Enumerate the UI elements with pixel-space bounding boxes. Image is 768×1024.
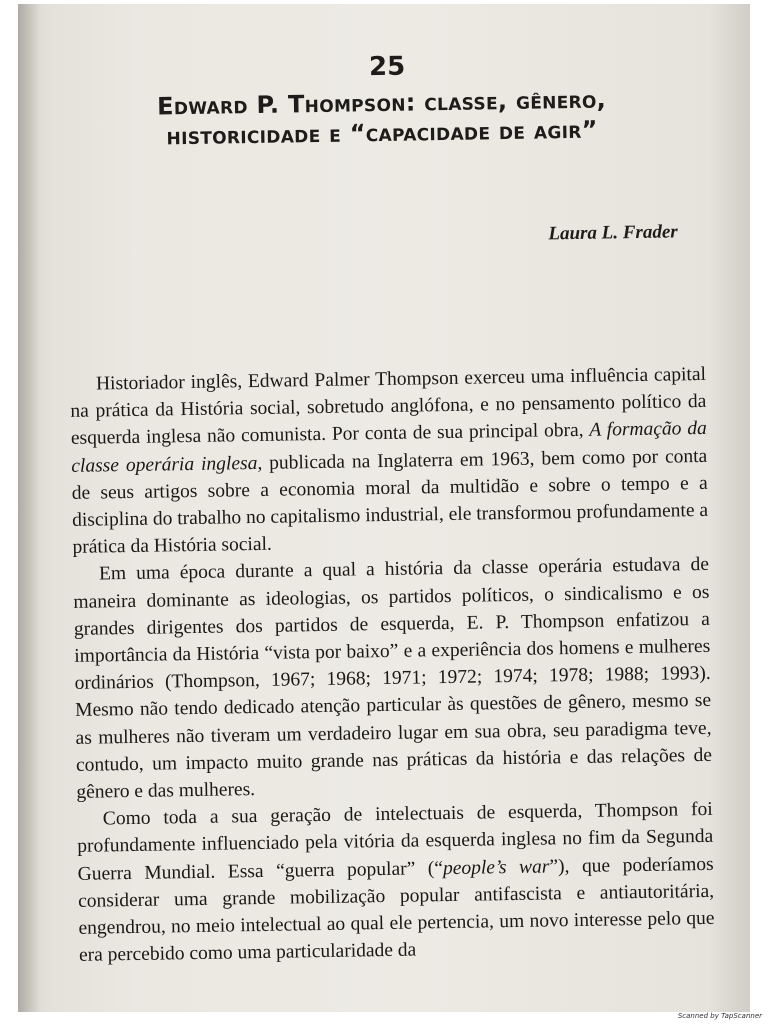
peoples-war-italic: people’s war: [442, 856, 550, 879]
paragraph-3-text-b: ”), que poderíamos considerar uma grande mobilização popular antifascista e antiautoritária, engendrou, no meio intelectual ao qual ele pertencia, um novo interesse pelo que era percebido como uma particularidade da: [77, 853, 715, 967]
chapter-title-line-2: historicidade e “capacidade de agir”: [166, 115, 598, 151]
chapter-title: [71, 83, 692, 153]
paragraph-1: [70, 361, 709, 561]
book-page-photo: [18, 4, 750, 1012]
paragraph-2: Em uma época durante a qual a história da classe operária estudava de maneira dominante as ideologias, os partidos políticos, o sindicalismo e os grandes dirigentes dos partidos de esquerda, E. P. Thompson enfatizou a importância da História “vista por baixo” e a experiência dos homens e mulheres ordinários (Thompson, 1967; 1968; 1971; 1972; 1974; 1978; 1988; 1993). Mesmo não tendo dedicado atenção particular às questões de gênero, mesmo se as mulheres não tiveram um verdadeiro lugar em sua obra, seu paradigma teve, contudo, um impacto muito grande nas práticas da história e das relações de gênero e das mulheres.: [73, 554, 713, 803]
chapter-number: 25: [368, 51, 406, 83]
book-page: [18, 4, 750, 1012]
chapter-title-line-1: Edward P. Thompson: classe, gênero,: [156, 85, 607, 121]
paragraph-3: [77, 796, 715, 969]
scanner-watermark: Scanned by TapScanner: [677, 1012, 762, 1020]
paragraph-1-text-b: , publicada na Inglaterra em 1963, bem como por conta de seus artigos sobre a economia moral da multidão e sobre o tempo e a disciplina do trabalho no capitalismo industrial, ele transformou profundamente a prática da História social.: [71, 445, 709, 559]
paragraph-1-text-a: Historiador inglês, Edward Palmer Thompson exerceu uma influência capital na prática da História social, sobretudo anglófona, e no pensamento político da esquerda inglesa não comunista. Por conta de sua principal obra,: [70, 363, 707, 450]
body-text: [70, 361, 715, 969]
book-title-italic: A formação da classe operária inglesa: [71, 418, 707, 477]
author-name: Laura L. Frader: [548, 221, 678, 245]
paragraph-3-text-a: Como toda a sua geração de intelectuais de esquerda, Thompson foi profundamente influenciado pela vitória da esquerda inglesa no fim da Segunda Guerra Mundial. Essa “guerra popular” (“: [77, 799, 714, 885]
